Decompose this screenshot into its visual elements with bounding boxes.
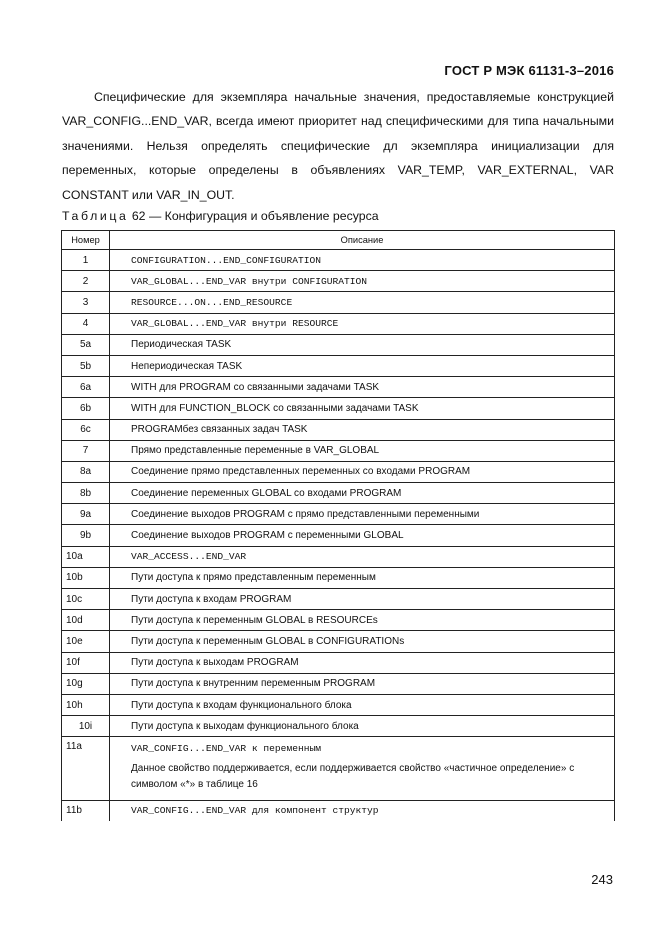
row-number: 8a [62,461,110,482]
row-number: 6c [62,419,110,440]
table-row [62,483,615,504]
row-number: 1 [62,250,110,271]
standard-header: ГОСТ Р МЭК 61131-3–2016 [444,63,614,78]
row-number: 10d [62,610,110,631]
row-number: 6b [62,398,110,419]
page-number: 243 [591,872,613,887]
table-row [62,525,615,546]
table-caption-number: 62 [131,209,146,223]
row-number: 5a [62,334,110,355]
row-description: WITH для PROGRAM со связанными задачами TASK [110,377,615,398]
table-row [62,652,615,673]
row-number: 7 [62,440,110,461]
row-number: 4 [62,313,110,334]
row-number: 6a [62,377,110,398]
table-row [62,800,615,821]
row-number: 2 [62,271,110,292]
table-row [62,419,615,440]
row-number: 10c [62,589,110,610]
row-number: 8b [62,483,110,504]
row-description: Прямо представленные переменные в VAR_GLOBAL [110,440,615,461]
intro-text: Специфические для экземпляра начальные значения, предоставляемые конструкцией VAR_CONFIG...END_VAR, всегда имеют приоритет над специфическими для типа начальными значениями. Нельзя определять специфические дл экземпляра инициализации для переменных, которые определены в объявлениях VAR_TEMP, VAR_EXTERNAL, VAR CONSTANT или VAR_IN_OUT. [62,90,614,202]
row-number: 10g [62,673,110,694]
table-row [62,250,615,271]
row-description: Пути доступа к входам функционального блока [110,694,615,715]
table-caption-word: Таблица [62,209,129,223]
table-row [62,567,615,588]
row-note: Данное свойство поддерживается, если поддерживается свойство «частичное определение» с символом «*» в таблице 16 [131,762,575,791]
table-row [62,271,615,292]
row-number: 5b [62,355,110,376]
row-description: VAR_CONFIG...END_VAR к переменным Данное свойство поддерживается, если поддерживается свойство «частичное определение» с символом «*» в таблице 16 [110,737,615,801]
table-row [62,377,615,398]
row-number: 10b [62,567,110,588]
table-caption [62,209,379,223]
row-description: RESOURCE...ON...END_RESOURCE [110,292,615,313]
row-description: Соединение прямо представленных переменных со входами PROGRAM [110,461,615,482]
table-header-row [62,231,615,250]
row-description: Пути доступа к выходам функционального блока [110,716,615,737]
header-description: Описание [110,231,615,250]
table-row [62,398,615,419]
row-description: PROGRAMбез связанных задач TASK [110,419,615,440]
row-number: 10a [62,546,110,567]
row-number: 3 [62,292,110,313]
table-row [62,716,615,737]
row-description: CONFIGURATION...END_CONFIGURATION [110,250,615,271]
table-row [62,589,615,610]
row-description: WITH для FUNCTION_BLOCK со связанными задачами TASK [110,398,615,419]
table-row [62,610,615,631]
row-description: VAR_GLOBAL...END_VAR внутри RESOURCE [110,313,615,334]
table-row [62,673,615,694]
row-description: Пути доступа к прямо представленным переменным [110,567,615,588]
intro-paragraph [62,85,614,207]
row-description: Пути доступа к переменным GLOBAL в RESOURCEs [110,610,615,631]
table-row [62,631,615,652]
row-number: 10f [62,652,110,673]
row-description: Пути доступа к переменным GLOBAL в CONFIGURATIONs [110,631,615,652]
table-row [62,504,615,525]
row-description: Непериодическая TASK [110,355,615,376]
table-caption-title: — Конфигурация и объявление ресурса [148,209,379,223]
row-description: VAR_GLOBAL...END_VAR внутри CONFIGURATION [110,271,615,292]
row-description: Соединение выходов PROGRAM с прямо представленными переменными [110,504,615,525]
table-row [62,737,615,801]
table-row [62,694,615,715]
row-description: Соединение выходов PROGRAM с переменными GLOBAL [110,525,615,546]
table-row [62,440,615,461]
row-number: 10i [62,716,110,737]
table-row [62,292,615,313]
table-row [62,461,615,482]
table-row [62,546,615,567]
table-row [62,313,615,334]
row-description: Соединение переменных GLOBAL со входами PROGRAM [110,483,615,504]
row-number: 11b [62,800,110,821]
row-number: 11a [62,737,110,801]
row-number: 9b [62,525,110,546]
row-description: Пути доступа к входам PROGRAM [110,589,615,610]
row-description: Пути доступа к внутренним переменным PROGRAM [110,673,615,694]
row-description: Периодическая TASK [110,334,615,355]
row-description: Пути доступа к выходам PROGRAM [110,652,615,673]
row-number: 10e [62,631,110,652]
table-row [62,334,615,355]
resource-config-table [61,230,615,821]
table-row [62,355,615,376]
header-number: Номер [62,231,110,250]
row-description: VAR_CONFIG...END_VAR для компонент структур [110,800,615,821]
row-description: VAR_ACCESS...END_VAR [110,546,615,567]
row-number: 10h [62,694,110,715]
row-number: 9a [62,504,110,525]
